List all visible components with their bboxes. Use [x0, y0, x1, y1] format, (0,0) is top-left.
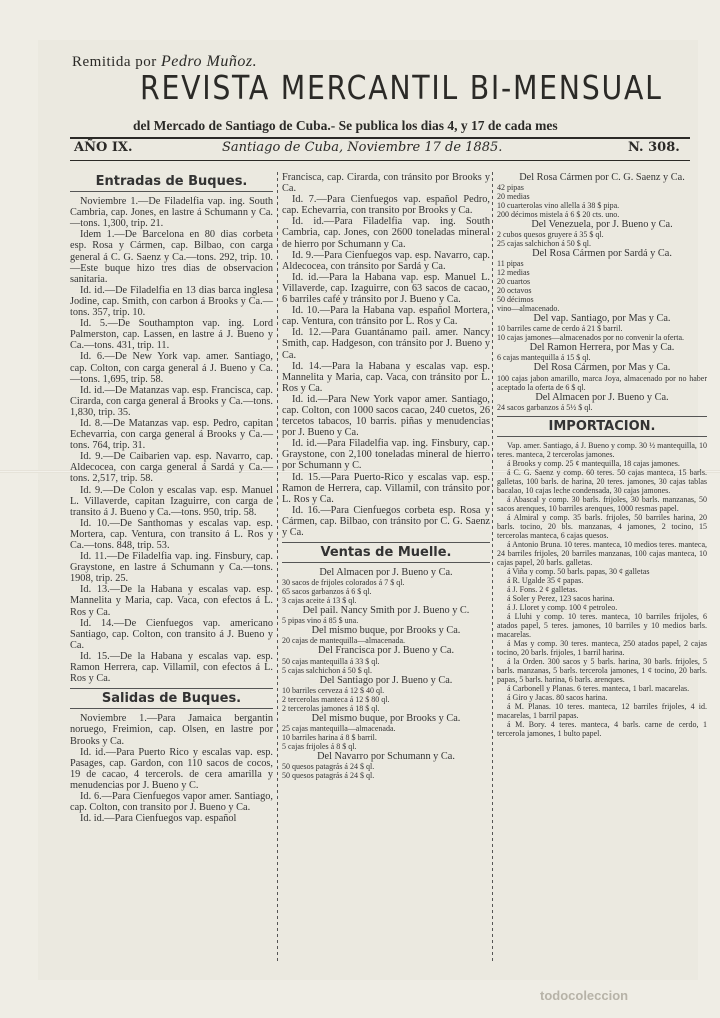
sale-item: 2 tercerolas jamones á 18 $ ql.: [282, 703, 380, 713]
departure-paragraph: Francisca, cap. Cirarda, con tránsito por Brooks y Ca.: [282, 172, 490, 195]
sale-item: 10 cajas jamones—almacenados por no convenir la oferta.: [497, 333, 685, 343]
departure-paragraph: Id. id.—Para New York vapor amer. Santiago, cap. Colton, con 1000 sacos cacao, 240 cuetos, 26 tercetos tabacos, 10 barris. piñas y menudencias por J. Bueno y Ca.: [282, 393, 490, 439]
departure-paragraph: Id. 6.—Para Cienfuegos vapor amer. Santiago, cap. Colton, con transito por J. Bueno y Ca.: [70, 790, 273, 814]
sale-item: 20 cajas de mantequilla—almacenada.: [282, 636, 406, 646]
sale-item: 50 quesos patagrás á 24 $ ql.: [282, 761, 375, 771]
sender-label: Remitida por: [72, 54, 157, 70]
section-heading-ventas: Ventas de Muelle.: [320, 545, 452, 561]
departure-paragraph: Id. id.—Para Puerto Rico y escalas vap. esp. Pasages, cap. Gardon, con 110 sacos de cocos, 19 de cacao, 4 tercerols. de cera amarilla y menudencias por J. Bueno y C.: [70, 746, 273, 791]
sale-item: 10 barriles cerveza á 12 $ 40 ql.: [282, 685, 385, 695]
sale-item: 50 cajas mantequilla á 33 $ ql.: [282, 656, 380, 666]
sale-source: Del Navarro por Schumann y Ca.: [317, 750, 455, 762]
departure-paragraph: Id. 9.—Para Cienfuegos vap. esp. Navarro, cap. Aldecocea, con tránsito por Sardá y Ca.: [282, 249, 490, 272]
issue-year: AÑO IX.: [74, 140, 133, 155]
column-3: [497, 172, 707, 738]
sale-source: Del Almacen por J. Bueno y Ca.: [319, 567, 453, 579]
section-rule: [282, 562, 490, 563]
import-entry: á M. Bory. 4 teres. manteca, 4 barls. carne de cerdo, 1 tercerola jamones, 1 bulto papel.: [497, 719, 707, 738]
section-rule: [70, 191, 273, 192]
departure-paragraph: Id. id.—Para la Habana vap. esp. Manuel L. Villaverde, cap. Izaguirre, con 63 sacos de cacao, 6 barriles café y tránsito por J. Bueno y Ca.: [282, 271, 490, 306]
sale-item: 25 cajas mantequilla—almacenada.: [282, 723, 396, 733]
issue-date: Santiago de Cuba, Noviembre 17 de 1885.: [222, 140, 503, 155]
entry-paragraph: Id. 6.—De New York vap. amer. Santiago, cap. Colton, con carga general á J. Bueno y Ca.—tons. 1,695, trip. 58.: [70, 351, 273, 385]
sale-source: Del Almacen por J. Bueno y Ca.: [535, 391, 669, 403]
sale-item: 5 cajas frijoles á 8 $ ql.: [282, 741, 357, 751]
import-entry: á Giro y Jacas. 80 sacos harina.: [507, 692, 608, 702]
sale-item: 200 décimos mistela á 6 $ 20 cts. uno.: [497, 210, 620, 220]
section-rule: [497, 436, 707, 437]
entry-paragraph: Id. 14.—De Cienfuegos vap. americano Santiago, cap. Colton, con transito á J. Bueno y Ca.: [70, 617, 273, 651]
sale-item: 10 cuarterolas vino allella á 38 $ pipa.: [497, 201, 620, 211]
import-entry: Vap. amer. Santiago, á J. Bueno y comp. 30 ½ mantequilla, 10 teres. manteca, 2 tercerolas jamones.: [497, 440, 707, 459]
import-entry: á Mas y comp. 30 teres. manteca, 250 atados papel, 2 cajas tocino, 20 barls. frijoles, 1 barril harina.: [497, 638, 707, 657]
sale-item: 30 sacos de frijoles colorados á 7 $ ql.: [282, 578, 405, 588]
import-entry: á Viña y comp. 50 barls. papas, 30 ¢ galletas: [507, 566, 650, 576]
sale-item: 3 cajas aceite á 13 $ ql.: [282, 596, 357, 606]
section-rule: [497, 416, 707, 417]
sale-item: 65 sacos garbanzos á 6 $ ql.: [282, 587, 372, 597]
import-entry: á J. Lloret y comp. 100 ¢ petroleo.: [507, 602, 618, 612]
sale-item: 42 pipas: [497, 183, 524, 193]
sale-source: Del mismo buque, por Brooks y Ca.: [311, 625, 461, 637]
column-divider-1: [277, 172, 278, 962]
column-2: [282, 172, 490, 780]
section-heading-importacion: IMPORTACION.: [548, 418, 656, 434]
sale-item: 2 tercerolas manteca á 12 $ 80 ql.: [282, 694, 390, 704]
entry-paragraph: Id. 11.—De Filadelfia vap. ing. Finsbury, cap. Graystone, en lastre á Schumann y Ca.—tons. 1908, trip. 25.: [70, 551, 273, 585]
departure-paragraph: Id. 14.—Para la Habana y escalas vap. esp. Mannelita y Maria, cap. Vaca, con tránsito por L. Ros y Ca.: [282, 360, 490, 394]
sale-source: Del Venezuela, por J. Bueno y Ca.: [531, 219, 673, 231]
sale-item: 5 pipas vino á 85 $ una.: [282, 616, 359, 626]
import-entry: á M. Planas. 10 teres. manteca, 12 barriles frijoles, 4 id. macarelas, 1 barril papas.: [497, 701, 707, 720]
sale-item: 50 quesos patagrás á 24 $ ql.: [282, 770, 375, 780]
import-entry: á la Orden. 300 sacos y 5 barls. harina, 30 barls. frijoles, 5 barls. manzanas, 5 barls. tercerola jamones, 1 ¢ tocino, 20 barls. papas, 5 barls. harina, 6 barls. arenques.: [497, 656, 707, 684]
bottom-rule: [70, 160, 690, 161]
sale-source: Del Francisca por J. Bueno y Ca.: [317, 645, 455, 657]
sale-item: 24 sacos garbanzos á 5½ $ ql.: [497, 402, 593, 412]
entry-paragraph: Idem 1.—De Barcelona en 80 dias corbeta esp. Rosa y Cármen, cap. Bilbao, con carga general á C. G. Saenz y Ca.—tons. 292, trip. 10.—Este buque hizo tres dias de observacion sanitaria.: [70, 229, 273, 285]
departure-paragraph: Id. id.—Para Filadelfia vap. ing. South Cambria, cap. Jones, con 2600 toneladas mineral de hierro por Schumann y Ca.: [282, 216, 490, 250]
entry-paragraph: Noviembre 1.—De Filadelfia vap. ing. South Cambria, cap. Jones, en lastre á Schumann y Ca.—tons. 1,300, trip. 21.: [70, 196, 273, 230]
entry-paragraph: Id. 15.—De la Habana y escalas vap. esp. Ramon Herrera, cap. Villamil, con efectos á L. Ros y Ca.: [70, 650, 273, 685]
import-entry: á Almiral y comp. 35 barls. frijoles, 50 barriles harina, 20 barls. tocino, 20 bls. manzanas, 4 jamones, 2 tocino, 15 tercerolas manteca, 6 cajas quesos.: [497, 512, 707, 540]
sale-item: 20 medias: [497, 192, 530, 202]
section-heading-entradas: Entradas de Buques.: [95, 174, 248, 189]
section-rule: [70, 708, 273, 709]
sale-item: 5 cajas salchichon á 50 $ ql.: [282, 665, 372, 675]
departure-paragraph: Id. 15.—Para Puerto-Rico y escalas vap. esp. Ramon de Herrera, cap. Villamil, con tránsito por L. Ros y Ca.: [282, 471, 490, 505]
sale-item: 2 cubos quesos gruyere á 35 $ ql.: [497, 230, 604, 240]
sale-source: Del mismo buque, por Brooks y Ca.: [311, 712, 461, 724]
column-1: [70, 172, 273, 824]
import-entry: á Brooks y comp. 25 ¢ mantequilla, 18 cajas jamones.: [507, 458, 680, 468]
sale-source: Del Ramon Herrera, por Mas y Ca.: [529, 342, 675, 354]
sale-source: Del Rosa Cármen por C. G. Saenz y Ca.: [519, 172, 685, 183]
sale-source: Del vap. Santiago, por Mas y Ca.: [533, 313, 671, 325]
departure-paragraph: Id. 16.—Para Cienfuegos corbeta esp. Rosa y Cármen, cap. Bilbao, con tránsito por C. G. Saenz y Ca.: [282, 504, 490, 538]
entry-paragraph: Id. 9.—De Colon y escalas vap. esp. Manuel L. Villaverde, capitan Izaguirre, con carga de transito á J. Bueno y Ca.—tons. 950, trip. 58.: [70, 484, 273, 518]
sender-name: Pedro Muñoz.: [161, 53, 258, 70]
sale-item: 12 medias: [497, 268, 530, 278]
import-entry: á C. G. Saenz y comp. 60 teres. 50 cajas manteca, 15 barls. galletas, 100 barls. de harina, 20 teres. jamones, 30 cajas tablas bacalao, 10 cajas leche condensada, 30 cajas jamones.: [497, 467, 707, 495]
section-rule: [282, 542, 490, 543]
column-divider-2: [492, 172, 493, 962]
masthead-title: REVISTA MERCANTIL BI-MENSUAL: [140, 68, 663, 107]
section-rule: [70, 688, 273, 689]
import-entry: á Lluhi y comp. 10 teres. manteca, 10 barriles frijoles, 6 atados papel, 5 teres. jamones, 10 barriles y 10 medios barls. macarelas.: [497, 611, 707, 639]
import-entry: á Soler y Perez, 123 sacos harina.: [507, 593, 615, 603]
sale-item: 10 barriles harina á 8 $ barril.: [282, 732, 377, 742]
departure-paragraph: Id. id.—Para Filadelfia vap. ing. Finsbury, cap. Graystone, con 2,100 toneladas mineral de hierro por Schumann y C.: [282, 438, 490, 472]
import-entry: á R. Ugalde 35 ¢ papas.: [507, 575, 584, 585]
entry-paragraph: Id. 13.—De la Habana y escalas vap. esp. Mannelita y Maria, cap. Vaca, con efectos á L. Ros y Ca.: [70, 584, 273, 618]
departure-paragraph: Id. 12.—Para Guantánamo pail. amer. Nancy Smith, cap. Hadgeson, con tránsito por J. Bueno y Ca.: [282, 327, 490, 361]
import-entry: á Carbonell y Planas. 6 teres. manteca, 1 barl. macarelas.: [507, 683, 690, 693]
masthead-subtitle: del Mercado de Santiago de Cuba.- Se publica los dias 4, y 17 de cada mes: [133, 118, 558, 133]
sale-item: 6 cajas mantequilla á 15 $ ql.: [497, 353, 591, 363]
sale-item: vino—almacenado.: [497, 304, 560, 314]
section-heading-salidas: Salidas de Buques.: [101, 691, 242, 707]
sale-item: 20 cuartos: [497, 277, 531, 287]
departure-paragraph: Id. id.—Para Cienfuegos vap. español: [80, 813, 237, 825]
sale-item: 20 octavos: [497, 286, 532, 296]
import-entry: á Abascal y comp. 30 barls. frijoles, 30 barls. manzanas, 50 sacos arenques, 10 barriles arenques, 1000 resmas papel.: [497, 494, 707, 513]
entry-paragraph: Id. id.—De Filadelfia en 13 dias barca inglesa Jodine, cap. Smith, con carbon á Brooks y Ca.—tons. 357, trip. 10.: [70, 284, 273, 319]
sale-source: Del pail. Nancy Smith por J. Bueno y C.: [302, 605, 470, 617]
issue-number: N. 308.: [628, 140, 680, 155]
departure-paragraph: Noviembre 1.—Para Jamaica bergantin noruego, Freimion, cap. Olsen, en lastre por Brooks y Ca.: [70, 713, 273, 747]
sale-item: 50 décimos: [497, 295, 534, 305]
departure-paragraph: Id. 7.—Para Cienfuegos vap. español Pedro, cap. Echevarria, con transito por Brooks y Ca.: [282, 194, 490, 217]
sale-source: Del Rosa Cármen, por Mas y Ca.: [533, 362, 671, 374]
top-rule: [70, 137, 690, 139]
sale-source: Del Rosa Cármen por Sardá y Ca.: [532, 248, 672, 260]
entry-paragraph: Id. id.—De Matanzas vap. esp. Francisca, cap. Cirarda, con carga general á Brooks y Ca.—tons. 1,830, trip. 35.: [70, 384, 273, 418]
entry-paragraph: Id. 5.—De Southampton vap. ing. Lord Palmerston, cap. Lassen, en lastre á J. Bueno y Ca.—tons. 431, trip. 11.: [70, 318, 273, 352]
entry-paragraph: Id. 8.—De Matanzas vap. esp. Pedro, capitan Echevarria, con carga general á Brooks y Ca.—tons. 764, trip. 31.: [70, 417, 273, 452]
sale-item: 10 barriles carne de cerdo á 21 $ barril.: [497, 324, 623, 334]
entry-paragraph: Id. 10.—De Santhomas y escalas vap. esp. Mortera, cap. Ventura, con transito á L. Ros y Ca.—tons. 848, trip. 53.: [70, 517, 273, 551]
watermark-logo: todocoleccion: [540, 988, 629, 1003]
sale-item: 100 cajas jabon amarillo, marca Joya, almacenado por no haber aceptado la oferta de 6 $ ql.: [497, 373, 707, 392]
import-entry: á J. Fons. 2 ¢ galletas.: [507, 584, 578, 594]
sale-source: Del Santiago por J. Bueno y Ca.: [319, 674, 453, 686]
sale-item: 25 cajas salchichon á 50 $ ql.: [497, 239, 591, 249]
entry-paragraph: Id. 9.—De Caibarien vap. esp. Navarro, cap. Aldecocea, con carga general á Sardá y Ca.—tons. 2,517, trip. 58.: [70, 451, 273, 485]
departure-paragraph: Id. 10.—Para la Habana vap. español Mortera, cap. Ventura, con tránsito por L. Ros y Ca.: [282, 305, 490, 328]
sale-item: 11 pipas: [497, 259, 524, 269]
import-entry: á Antonio Bruna. 10 teres. manteca, 10 medios teres. manteca, 24 barriles frijoles, 20 barriles manzanas, 100 cajas manteca, 10 cajas papel, 20 barls. galletas.: [497, 539, 707, 567]
